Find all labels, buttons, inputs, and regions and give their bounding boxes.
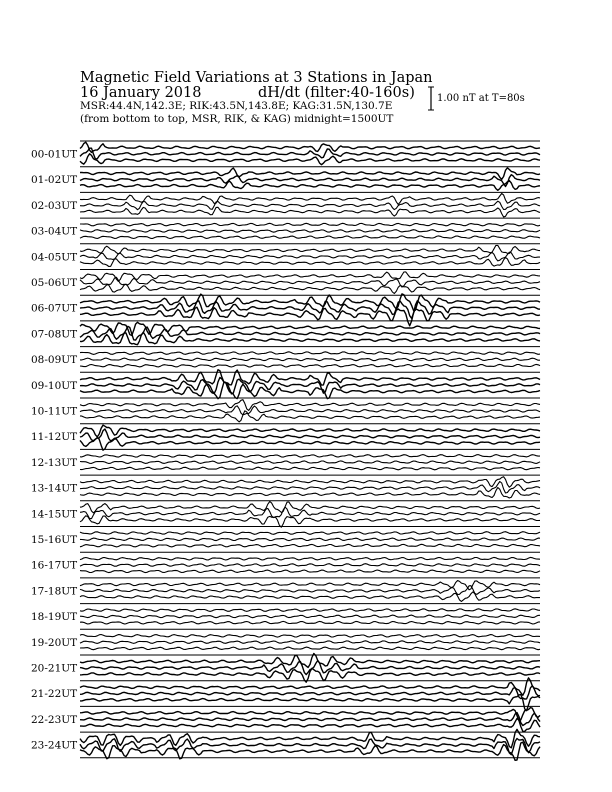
series-trace-rik xyxy=(80,358,540,361)
series-trace-kag xyxy=(80,223,540,226)
row-label: 06-07UT xyxy=(31,302,78,315)
row-label: 03-04UT xyxy=(31,225,78,238)
series-trace-kag xyxy=(80,477,540,488)
row-panel xyxy=(31,729,540,760)
row-label: 12-13UT xyxy=(31,456,78,469)
series-trace-rik xyxy=(80,406,540,415)
series-trace-rik xyxy=(80,461,540,464)
series-trace-msr xyxy=(80,570,540,573)
row-label: 16-17UT xyxy=(31,559,78,572)
series-trace-rik xyxy=(80,538,540,541)
row-panel xyxy=(31,321,540,345)
series-trace-rik xyxy=(80,230,540,233)
series-trace-kag xyxy=(80,455,540,458)
series-trace-msr xyxy=(80,516,540,527)
chart-title: Magnetic Field Variations at 3 Stations in Japan xyxy=(80,70,433,86)
row-panel xyxy=(31,678,540,711)
series-trace-rik xyxy=(80,641,540,644)
row-panel xyxy=(31,501,540,527)
series-trace-kag xyxy=(80,425,540,437)
row-panel xyxy=(31,654,540,683)
row-panel xyxy=(31,424,540,451)
row-panel xyxy=(31,167,540,191)
row-label: 09-10UT xyxy=(31,379,78,392)
row-label: 18-19UT xyxy=(31,611,78,624)
series-trace-msr xyxy=(80,207,540,217)
series-trace-kag xyxy=(80,272,540,282)
row-label: 13-14UT xyxy=(31,482,78,495)
series-trace-kag xyxy=(80,502,540,513)
series-trace-kag xyxy=(80,654,540,668)
series-trace-msr xyxy=(80,236,540,239)
series-trace-msr xyxy=(80,467,540,470)
measurement-label: dH/dt (filter:40-160s) xyxy=(258,85,415,101)
series-trace-msr xyxy=(80,411,540,422)
row-label: 14-15UT xyxy=(31,508,78,521)
row-panel xyxy=(31,527,540,547)
row-label: 23-24UT xyxy=(31,739,78,752)
row-label: 20-21UT xyxy=(31,662,78,675)
row-label: 04-05UT xyxy=(31,251,78,264)
row-panels xyxy=(31,141,540,760)
scale-bar-label: 1.00 nT at T=80s xyxy=(437,93,525,104)
series-trace-msr xyxy=(80,544,540,547)
row-panel xyxy=(31,244,540,267)
row-label: 15-16UT xyxy=(31,534,78,546)
row-panel xyxy=(31,449,540,469)
series-trace-rik xyxy=(80,277,540,287)
series-trace-rik xyxy=(80,148,540,159)
series-trace-kag xyxy=(80,400,540,411)
row-panel xyxy=(31,218,540,238)
row-label: 10-11UT xyxy=(31,405,78,418)
row-label: 17-18UT xyxy=(31,585,78,598)
series-trace-kag xyxy=(80,245,540,254)
series-trace-rik xyxy=(80,201,540,210)
row-panel xyxy=(31,604,540,624)
row-panel xyxy=(31,398,540,422)
row-label: 05-06UT xyxy=(31,277,78,289)
order-note: (from bottom to top, MSR, RIK, & KAG) midnight=1500UT xyxy=(80,113,394,125)
series-trace-kag xyxy=(80,194,540,205)
series-trace-msr xyxy=(80,695,540,711)
series-trace-rik xyxy=(80,713,540,726)
series-trace-msr xyxy=(80,284,540,293)
row-panel xyxy=(31,578,540,602)
chart-date: 16 January 2018 xyxy=(80,85,202,101)
series-trace-rik xyxy=(80,615,540,618)
series-trace-kag xyxy=(80,557,540,560)
row-panel xyxy=(31,192,540,217)
series-trace-rik xyxy=(80,564,540,567)
series-trace-msr xyxy=(80,621,540,624)
row-panel xyxy=(31,141,540,165)
row-label: 01-02UT xyxy=(31,174,78,187)
row-label: 08-09UT xyxy=(31,354,78,367)
series-trace-msr xyxy=(80,647,540,650)
row-label: 22-23UT xyxy=(31,713,78,726)
row-label: 21-22UT xyxy=(31,688,78,701)
row-label: 11-12UT xyxy=(31,431,78,444)
series-trace-msr xyxy=(80,438,540,451)
row-label: 02-03UT xyxy=(31,199,78,212)
row-label: 07-08UT xyxy=(31,328,78,341)
row-panel xyxy=(31,370,540,399)
row-panel xyxy=(31,706,540,731)
row-label: 00-01UT xyxy=(31,148,78,161)
series-trace-rik xyxy=(80,482,540,494)
scale-bar xyxy=(428,87,434,110)
row-label: 19-20UT xyxy=(31,636,78,649)
stations-info: MSR:44.4N,142.3E; RIK:43.5N,143.8E; KAG:31.5N,130.7E xyxy=(80,100,393,112)
series-trace-msr xyxy=(80,181,540,191)
series-trace-rik xyxy=(80,301,540,319)
series-trace-kag xyxy=(80,609,540,612)
row-panel xyxy=(31,270,540,294)
series-trace-rik xyxy=(80,252,540,261)
row-panel xyxy=(31,552,540,572)
row-panel xyxy=(31,475,540,498)
series-trace-msr xyxy=(80,592,540,602)
series-trace-msr xyxy=(80,719,540,732)
series-trace-msr xyxy=(80,154,540,165)
series-trace-msr xyxy=(80,257,540,266)
series-trace-msr xyxy=(80,307,540,326)
series-trace-msr xyxy=(80,364,540,367)
series-trace-kag xyxy=(80,352,540,355)
series-trace-rik xyxy=(80,507,540,518)
series-trace-kag xyxy=(80,532,540,535)
row-panel xyxy=(31,347,540,367)
series-trace-kag xyxy=(80,635,540,638)
row-panel xyxy=(31,629,540,649)
